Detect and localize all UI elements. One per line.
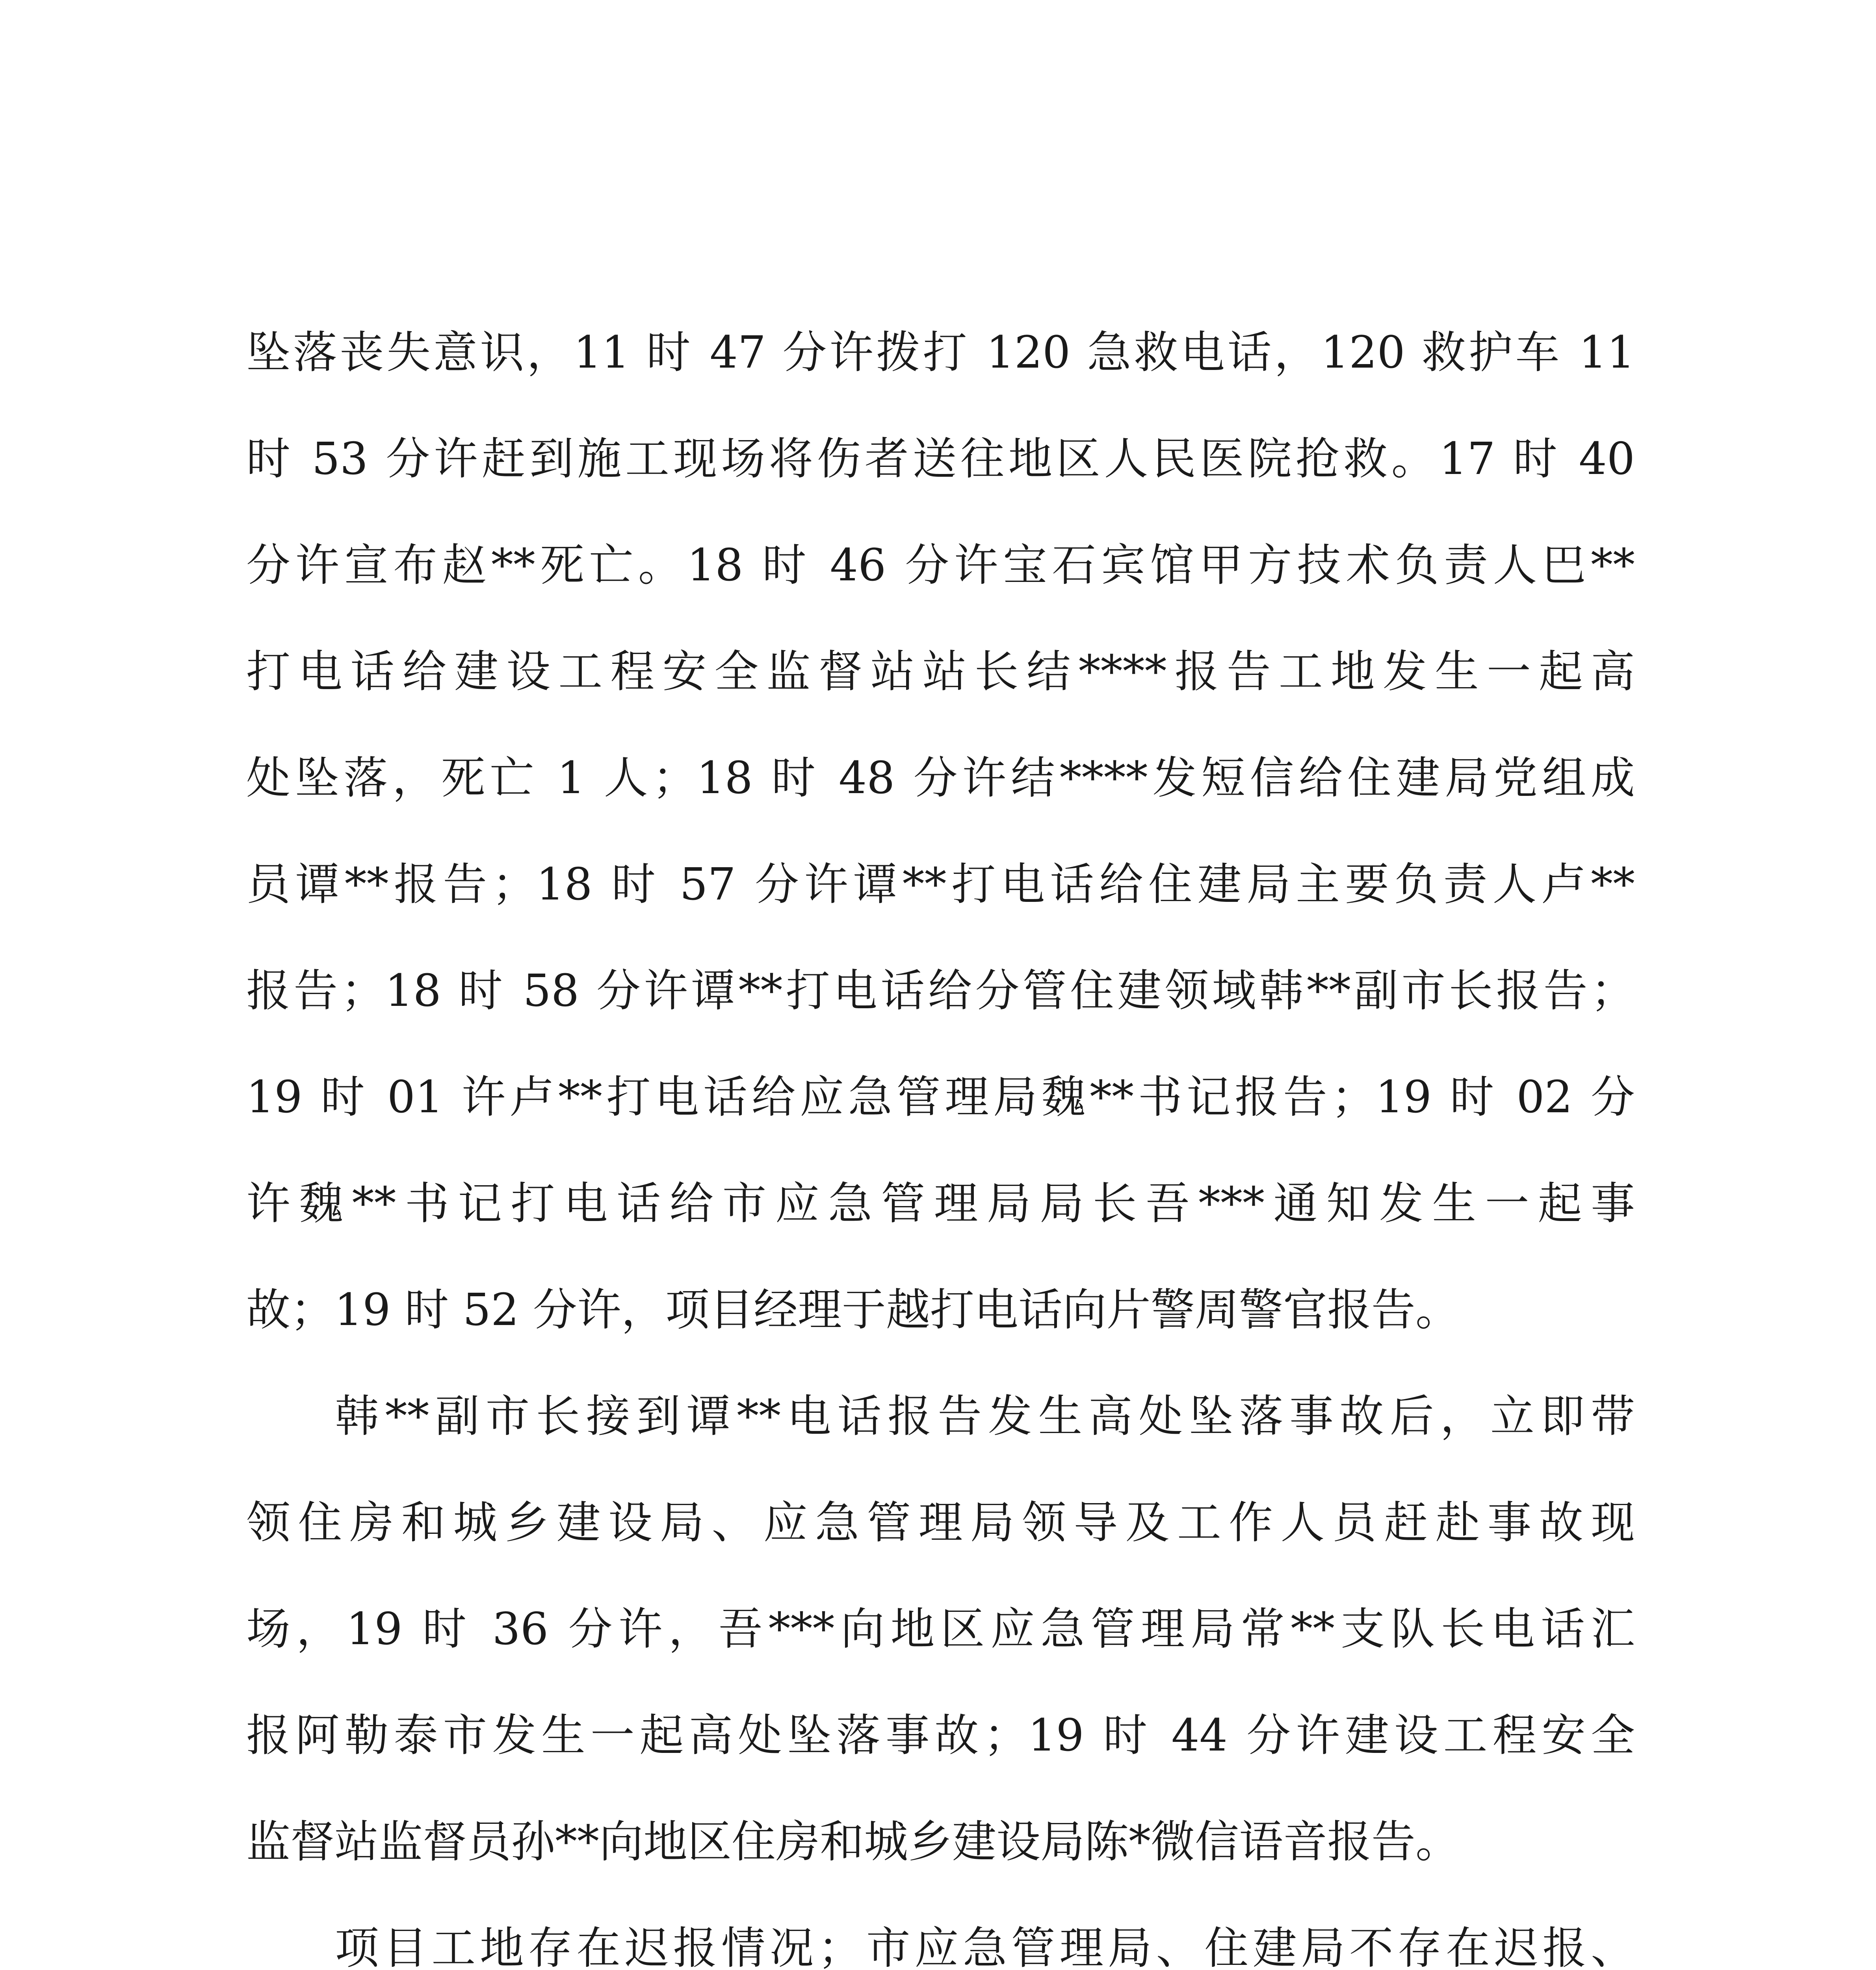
text-line: 监督站监督员孙**向地区住房和城乡建设局陈*微信语音报告。 (246, 1816, 1460, 1868)
text-line: 报告；18 时 58 分许谭**打电话给分管住建领域韩**副市长报告； (246, 965, 1635, 1017)
text-line: 项目工地存在迟报情况；市应急管理局、住建局不存在迟报、 (335, 1923, 1635, 1970)
text-line: 处坠落，死亡 1 人；18 时 48 分许结****发短信给住建局党组成 (246, 753, 1635, 804)
text-line: 领住房和城乡建设局、应急管理局领导及工作人员赶赴事故现 (246, 1497, 1635, 1548)
text-line: 打电话给建设工程安全监督站站长结****报告工地发生一起高 (246, 646, 1635, 697)
text-line: 员谭**报告；18 时 57 分许谭**打电话给住建局主要负责人卢** (246, 859, 1635, 910)
text-line: 分许宣布赵**死亡。18 时 46 分许宝石宾馆甲方技术负责人巴** (246, 540, 1635, 591)
text-line: 故；19 时 52 分许，项目经理于越打电话向片警周警官报告。 (246, 1284, 1460, 1336)
text-line: 许魏**书记打电话给市应急管理局局长吾***通知发生一起事 (246, 1178, 1635, 1229)
text-line: 场，19 时 36 分许，吾***向地区应急管理局常**支队长电话汇 (246, 1604, 1635, 1655)
text-line: 坠落丧失意识，11 时 47 分许拨打 120 急救电话，120 救护车 11 (246, 327, 1635, 378)
text-line: 时 53 分许赶到施工现场将伤者送往地区人民医院抢救。17 时 40 (246, 433, 1635, 485)
text-line: 报阿勒泰市发生一起高处坠落事故；19 时 44 分许建设工程安全 (246, 1710, 1635, 1761)
text-line: 19 时 01 许卢**打电话给应急管理局魏**书记报告；19 时 02 分 (246, 1072, 1635, 1123)
text-line: 韩**副市长接到谭**电话报告发生高处坠落事故后，立即带 (335, 1391, 1635, 1442)
body-text (246, 299, 1635, 1970)
